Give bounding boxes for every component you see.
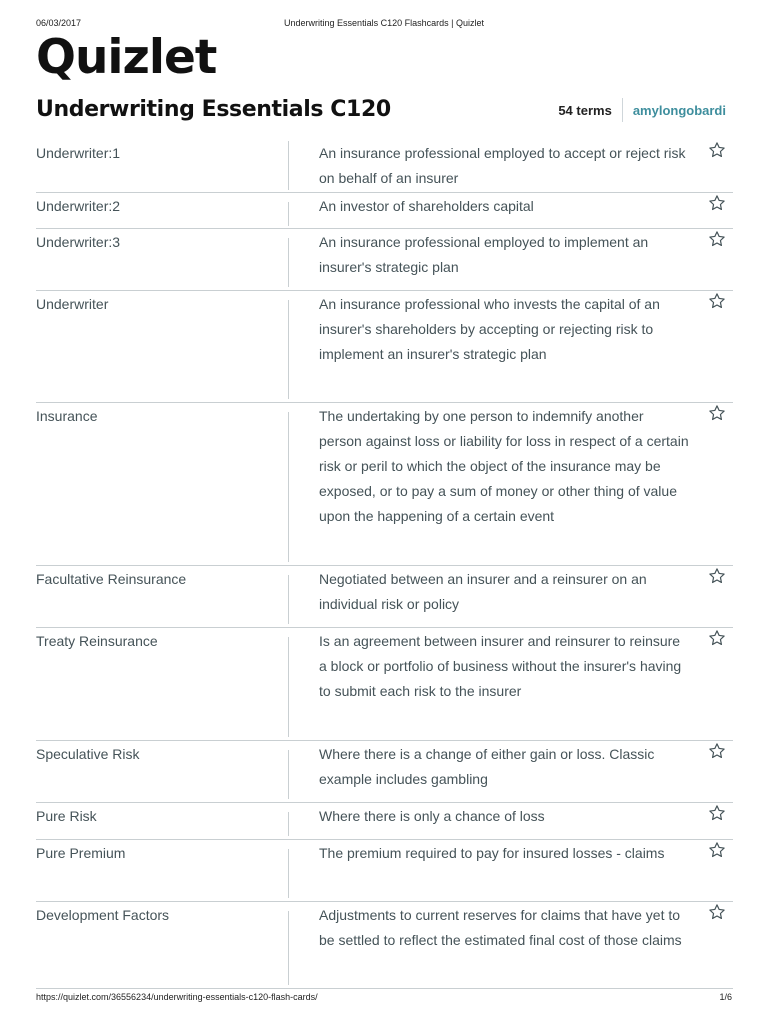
term-row — [36, 902, 733, 989]
star-icon[interactable] — [708, 841, 726, 859]
term-text: Underwriter:3 — [36, 234, 121, 250]
column-divider — [288, 300, 289, 399]
column-divider — [288, 575, 289, 624]
print-page-title: Underwriting Essentials C120 Flashcards | Quizlet — [284, 18, 484, 28]
definition-text: An insurance professional employed to accept or reject risk on behalf of an insurer — [319, 145, 686, 186]
quizlet-logo[interactable]: Quizlet — [36, 30, 217, 85]
definition-text: Negotiated between an insurer and a reinsurer on an individual risk or policy — [319, 571, 647, 612]
column-divider — [288, 238, 289, 287]
definition-text: An insurance professional who invests the capital of an insurer's shareholders by accepting or rejecting risk to implement an insurer's strategic plan — [319, 296, 660, 362]
term-text: Facultative Reinsurance — [36, 571, 187, 587]
definition-text: An investor of shareholders capital — [319, 198, 534, 214]
star-icon[interactable] — [708, 292, 726, 310]
column-divider — [288, 911, 289, 985]
set-title: Underwriting Essentials C120 — [36, 97, 391, 122]
column-divider — [288, 141, 289, 190]
definition-text: Adjustments to current reserves for claims that have yet to be settled to reflect the estimated final cost of those claims — [319, 907, 682, 948]
term-text: Pure Premium — [36, 845, 126, 861]
print-date: 06/03/2017 — [36, 18, 82, 28]
star-icon[interactable] — [708, 194, 726, 212]
definition-text: Is an agreement between insurer and reinsurer to reinsure a block or portfolio of business without the insurer's having to submit each risk to the insurer — [319, 633, 682, 699]
definition-text: Where there is only a chance of loss — [319, 808, 545, 824]
meta-divider — [622, 98, 623, 122]
term-text: Insurance — [36, 408, 98, 424]
term-row — [36, 140, 733, 193]
definition-text: Where there is a change of either gain or loss. Classic example includes gambling — [319, 746, 655, 787]
column-divider — [288, 202, 289, 226]
term-row — [36, 803, 733, 840]
star-icon[interactable] — [708, 804, 726, 822]
definition-text: The premium required to pay for insured losses - claims — [319, 845, 665, 861]
term-row — [36, 628, 733, 741]
author-link[interactable]: amylongobardi — [632, 102, 726, 118]
star-icon[interactable] — [708, 230, 726, 248]
term-row — [36, 741, 733, 803]
term-row — [36, 291, 733, 403]
column-divider — [288, 637, 289, 737]
term-row — [36, 193, 733, 229]
term-text: Development Factors — [36, 907, 170, 923]
term-row — [36, 229, 733, 291]
term-text: Treaty Reinsurance — [36, 633, 158, 649]
term-row — [36, 403, 733, 566]
star-icon[interactable] — [708, 742, 726, 760]
star-icon[interactable] — [708, 629, 726, 647]
print-url: https://quizlet.com/36556234/underwriting-essentials-c120-flash-cards/ — [36, 992, 318, 1002]
page-number: 1/6 — [719, 992, 732, 1002]
set-meta — [558, 99, 726, 121]
terms-list — [36, 140, 733, 989]
print-footer — [36, 992, 732, 1004]
term-text: Underwriter — [36, 296, 109, 312]
column-divider — [288, 412, 289, 562]
term-text: Pure Risk — [36, 808, 97, 824]
star-icon[interactable] — [708, 903, 726, 921]
term-row — [36, 840, 733, 902]
definition-text: The undertaking by one person to indemnify another person against loss or liability for loss in respect of a certain risk or peril to which the object of the insurance may be exposed, or to pay a sum of money or other thing of value upon the happening of a certain event — [319, 408, 689, 524]
term-text: Underwriter:1 — [36, 145, 121, 161]
term-row — [36, 566, 733, 628]
term-text: Underwriter:2 — [36, 198, 121, 214]
star-icon[interactable] — [708, 567, 726, 585]
column-divider — [288, 750, 289, 799]
term-text: Speculative Risk — [36, 746, 140, 762]
definition-text: An insurance professional employed to implement an insurer's strategic plan — [319, 234, 649, 275]
star-icon[interactable] — [708, 141, 726, 159]
star-icon[interactable] — [708, 404, 726, 422]
terms-count: 54 terms — [558, 102, 612, 118]
column-divider — [288, 812, 289, 836]
column-divider — [288, 849, 289, 898]
